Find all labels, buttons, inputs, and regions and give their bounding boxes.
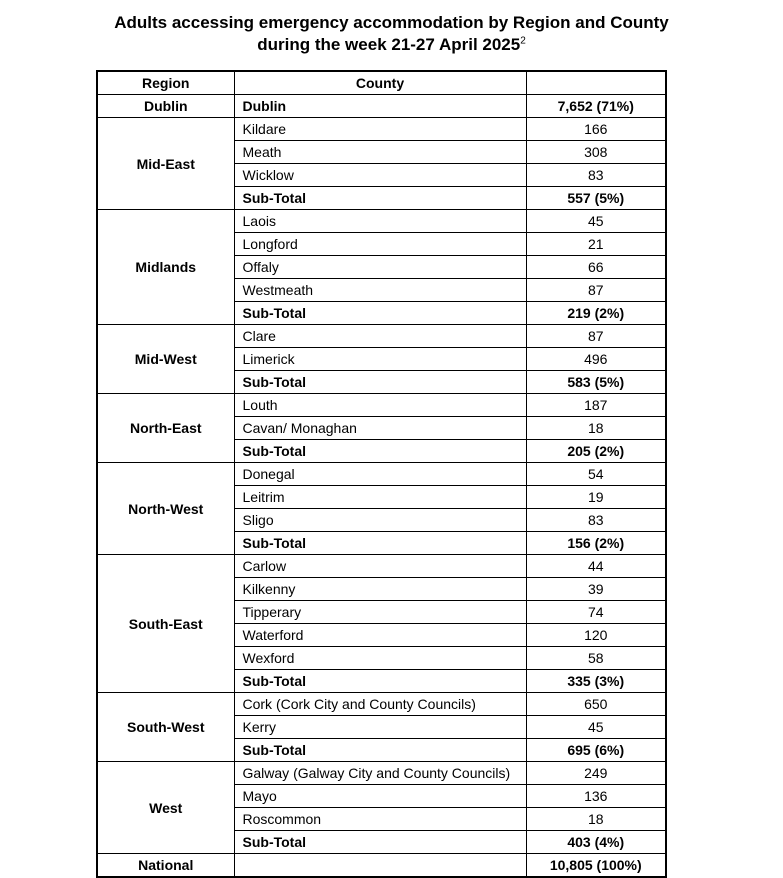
region-cell: South-East bbox=[97, 555, 234, 693]
region-cell: North-West bbox=[97, 463, 234, 555]
value-cell: 335 (3%) bbox=[526, 670, 666, 693]
county-cell: Leitrim bbox=[234, 486, 526, 509]
value-cell: 18 bbox=[526, 808, 666, 831]
value-cell: 58 bbox=[526, 647, 666, 670]
county-cell: Sub-Total bbox=[234, 371, 526, 394]
col-header-value bbox=[526, 71, 666, 95]
value-cell: 136 bbox=[526, 785, 666, 808]
county-cell: Mayo bbox=[234, 785, 526, 808]
county-cell: Sub-Total bbox=[234, 739, 526, 762]
county-cell: Sub-Total bbox=[234, 532, 526, 555]
table-row bbox=[97, 210, 666, 233]
county-cell: Clare bbox=[234, 325, 526, 348]
region-cell: South-West bbox=[97, 693, 234, 762]
value-cell: 74 bbox=[526, 601, 666, 624]
county-cell: Carlow bbox=[234, 555, 526, 578]
value-cell: 19 bbox=[526, 486, 666, 509]
county-cell: Sub-Total bbox=[234, 440, 526, 463]
page-title-text: Adults accessing emergency accommodation by Region and County during the week 21-27 April 2025 bbox=[114, 13, 669, 54]
county-cell: Sub-Total bbox=[234, 187, 526, 210]
col-header-region: Region bbox=[97, 71, 234, 95]
county-cell: Louth bbox=[234, 394, 526, 417]
region-cell: West bbox=[97, 762, 234, 854]
value-cell: 44 bbox=[526, 555, 666, 578]
table-row bbox=[97, 118, 666, 141]
county-cell: Sub-Total bbox=[234, 831, 526, 854]
county-cell bbox=[234, 854, 526, 878]
table-row bbox=[97, 693, 666, 716]
region-cell: North-East bbox=[97, 394, 234, 463]
county-cell: Westmeath bbox=[234, 279, 526, 302]
county-cell: Cork (Cork City and County Councils) bbox=[234, 693, 526, 716]
value-cell: 45 bbox=[526, 716, 666, 739]
county-cell: Kilkenny bbox=[234, 578, 526, 601]
region-cell: National bbox=[97, 854, 234, 878]
title-footnote-superscript: 2 bbox=[520, 35, 526, 47]
value-cell: 66 bbox=[526, 256, 666, 279]
table-row bbox=[97, 762, 666, 785]
county-cell: Wexford bbox=[234, 647, 526, 670]
value-cell: 18 bbox=[526, 417, 666, 440]
value-cell: 120 bbox=[526, 624, 666, 647]
county-cell: Longford bbox=[234, 233, 526, 256]
value-cell: 187 bbox=[526, 394, 666, 417]
accommodation-table bbox=[96, 70, 667, 878]
value-cell: 496 bbox=[526, 348, 666, 371]
page-title bbox=[92, 12, 692, 56]
value-cell: 87 bbox=[526, 325, 666, 348]
value-cell: 403 (4%) bbox=[526, 831, 666, 854]
value-cell: 45 bbox=[526, 210, 666, 233]
value-cell: 583 (5%) bbox=[526, 371, 666, 394]
value-cell: 308 bbox=[526, 141, 666, 164]
county-cell: Roscommon bbox=[234, 808, 526, 831]
value-cell: 249 bbox=[526, 762, 666, 785]
county-cell: Donegal bbox=[234, 463, 526, 486]
table-row bbox=[97, 463, 666, 486]
value-cell: 205 (2%) bbox=[526, 440, 666, 463]
county-cell: Sligo bbox=[234, 509, 526, 532]
county-cell: Wicklow bbox=[234, 164, 526, 187]
county-cell: Sub-Total bbox=[234, 302, 526, 325]
table-row bbox=[97, 95, 666, 118]
region-cell: Mid-East bbox=[97, 118, 234, 210]
value-cell: 219 (2%) bbox=[526, 302, 666, 325]
table-body bbox=[97, 95, 666, 878]
table-header bbox=[97, 71, 666, 95]
table-row bbox=[97, 854, 666, 878]
value-cell: 156 (2%) bbox=[526, 532, 666, 555]
county-cell: Dublin bbox=[234, 95, 526, 118]
value-cell: 7,652 (71%) bbox=[526, 95, 666, 118]
value-cell: 87 bbox=[526, 279, 666, 302]
region-cell: Dublin bbox=[97, 95, 234, 118]
county-cell: Kildare bbox=[234, 118, 526, 141]
county-cell: Kerry bbox=[234, 716, 526, 739]
table-row bbox=[97, 394, 666, 417]
value-cell: 650 bbox=[526, 693, 666, 716]
table-row bbox=[97, 555, 666, 578]
county-cell: Limerick bbox=[234, 348, 526, 371]
county-cell: Meath bbox=[234, 141, 526, 164]
county-cell: Laois bbox=[234, 210, 526, 233]
county-cell: Offaly bbox=[234, 256, 526, 279]
county-cell: Waterford bbox=[234, 624, 526, 647]
value-cell: 83 bbox=[526, 509, 666, 532]
report-page bbox=[0, 12, 783, 873]
value-cell: 695 (6%) bbox=[526, 739, 666, 762]
value-cell: 83 bbox=[526, 164, 666, 187]
col-header-county: County bbox=[234, 71, 526, 95]
county-cell: Sub-Total bbox=[234, 670, 526, 693]
value-cell: 557 (5%) bbox=[526, 187, 666, 210]
county-cell: Tipperary bbox=[234, 601, 526, 624]
county-cell: Galway (Galway City and County Councils) bbox=[234, 762, 526, 785]
value-cell: 39 bbox=[526, 578, 666, 601]
region-cell: Midlands bbox=[97, 210, 234, 325]
value-cell: 54 bbox=[526, 463, 666, 486]
county-cell: Cavan/ Monaghan bbox=[234, 417, 526, 440]
value-cell: 10,805 (100%) bbox=[526, 854, 666, 878]
table-row bbox=[97, 325, 666, 348]
header-row bbox=[97, 71, 666, 95]
value-cell: 21 bbox=[526, 233, 666, 256]
region-cell: Mid-West bbox=[97, 325, 234, 394]
value-cell: 166 bbox=[526, 118, 666, 141]
